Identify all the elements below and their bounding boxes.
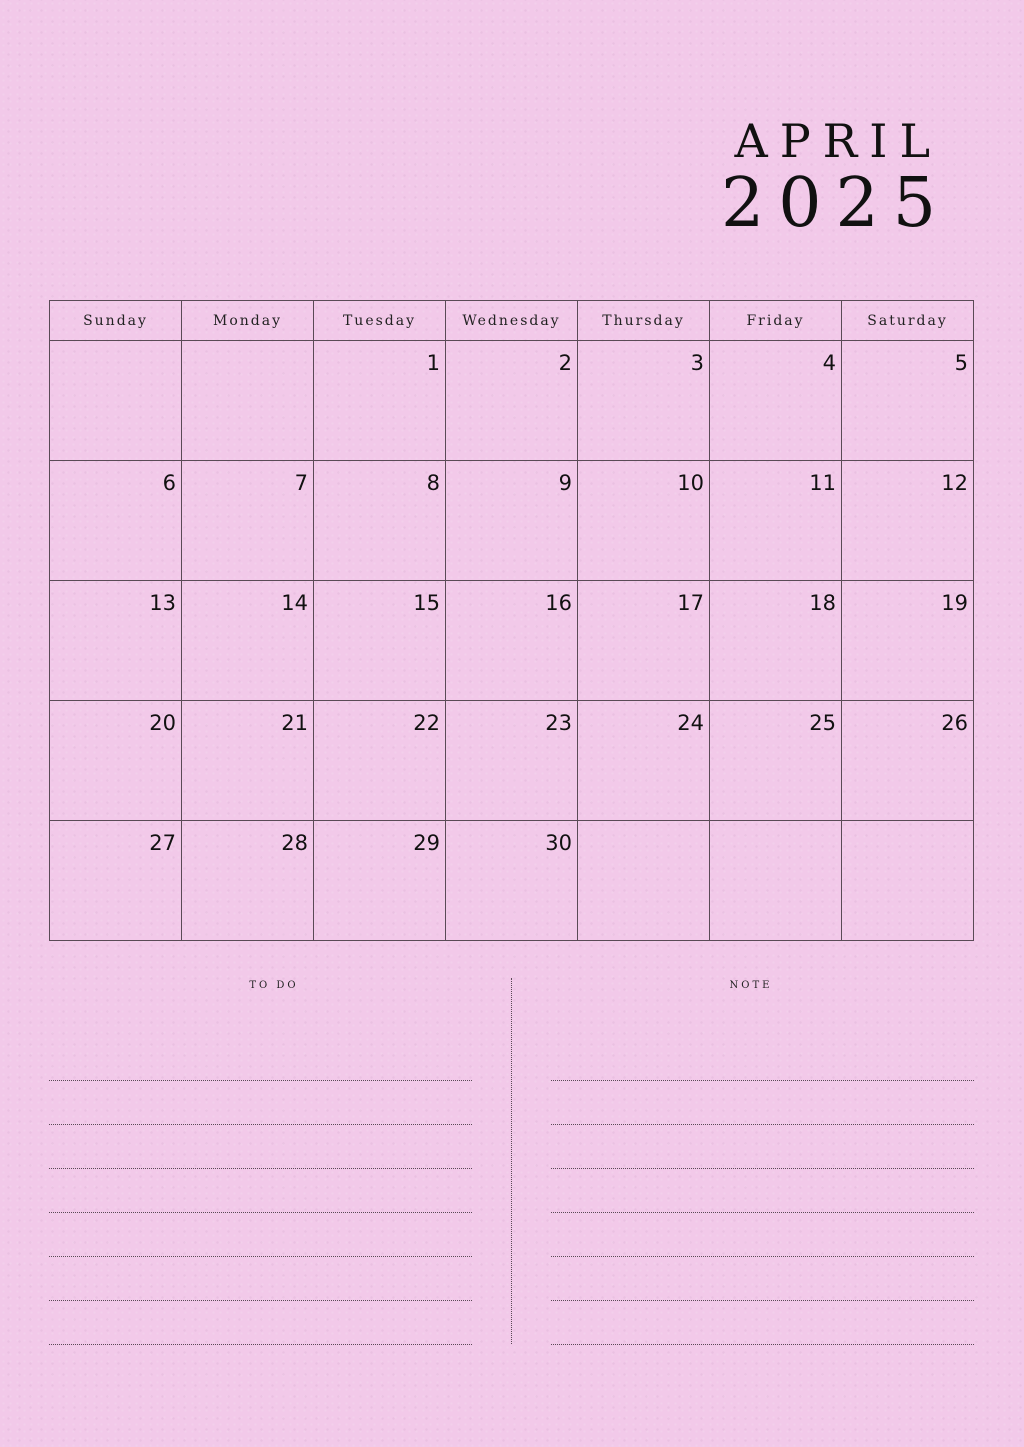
todo-line[interactable] [49, 1124, 472, 1125]
day-cell [446, 341, 578, 461]
weekday-sunday: Sunday [50, 301, 182, 341]
day-number: 19 [941, 591, 968, 615]
note-lines [551, 1080, 974, 1388]
weekday-monday: Monday [182, 301, 314, 341]
day-cell [182, 581, 314, 701]
week-row-3 [50, 581, 974, 701]
day-cell [578, 581, 710, 701]
day-number: 4 [822, 351, 836, 375]
todo-line[interactable] [49, 1080, 472, 1081]
section-divider [511, 978, 512, 1344]
week-row-4 [50, 701, 974, 821]
note-line[interactable] [551, 1300, 974, 1301]
day-number: 6 [162, 471, 176, 495]
day-number: 9 [558, 471, 572, 495]
day-cell [710, 341, 842, 461]
weekday-tuesday: Tuesday [314, 301, 446, 341]
day-number: 12 [941, 471, 968, 495]
day-number: 3 [690, 351, 704, 375]
day-cell [446, 461, 578, 581]
day-number: 8 [426, 471, 440, 495]
weekday-friday: Friday [710, 301, 842, 341]
month-heading: APRIL [734, 114, 942, 168]
day-number: 7 [294, 471, 308, 495]
day-number: 15 [413, 591, 440, 615]
day-cell [182, 821, 314, 941]
note-heading: NOTE [729, 980, 773, 991]
day-cell [710, 701, 842, 821]
todo-line[interactable] [49, 1344, 472, 1345]
note-line[interactable] [551, 1344, 974, 1345]
day-cell [182, 461, 314, 581]
day-cell [842, 701, 974, 821]
day-cell [314, 581, 446, 701]
day-cell [314, 701, 446, 821]
day-cell [842, 461, 974, 581]
day-cell [446, 581, 578, 701]
todo-line[interactable] [49, 1212, 472, 1213]
week-row-1 [50, 341, 974, 461]
day-cell [710, 581, 842, 701]
note-line[interactable] [551, 1256, 974, 1257]
day-cell [710, 821, 842, 941]
day-number: 11 [809, 471, 836, 495]
day-cell [182, 341, 314, 461]
day-number [710, 821, 841, 831]
note-line[interactable] [551, 1212, 974, 1213]
day-number [50, 341, 181, 351]
day-cell [446, 821, 578, 941]
day-cell [578, 701, 710, 821]
day-number: 20 [149, 711, 176, 735]
day-number [182, 341, 313, 351]
weekday-header-row [50, 301, 974, 341]
week-row-5 [50, 821, 974, 941]
day-number: 28 [281, 831, 308, 855]
day-number: 2 [558, 351, 572, 375]
day-cell [710, 461, 842, 581]
day-number: 18 [809, 591, 836, 615]
day-cell [842, 821, 974, 941]
day-number [578, 821, 709, 831]
day-cell [50, 821, 182, 941]
day-number: 22 [413, 711, 440, 735]
weekday-thursday: Thursday [578, 301, 710, 341]
todo-line[interactable] [49, 1300, 472, 1301]
day-number: 10 [677, 471, 704, 495]
day-number: 26 [941, 711, 968, 735]
day-number: 5 [954, 351, 968, 375]
day-number [842, 821, 973, 831]
day-number: 13 [149, 591, 176, 615]
day-cell [578, 341, 710, 461]
todo-lines [49, 1080, 472, 1388]
day-number: 17 [677, 591, 704, 615]
day-cell [314, 821, 446, 941]
weekday-saturday: Saturday [842, 301, 974, 341]
day-cell [50, 701, 182, 821]
day-number: 27 [149, 831, 176, 855]
day-cell [446, 701, 578, 821]
weekday-wednesday: Wednesday [446, 301, 578, 341]
day-cell [50, 581, 182, 701]
day-cell [314, 341, 446, 461]
day-number: 14 [281, 591, 308, 615]
todo-heading: TO DO [249, 980, 299, 991]
week-row-2 [50, 461, 974, 581]
note-line[interactable] [551, 1080, 974, 1081]
day-cell [578, 821, 710, 941]
note-line[interactable] [551, 1124, 974, 1125]
todo-line[interactable] [49, 1168, 472, 1169]
day-cell [182, 701, 314, 821]
todo-line[interactable] [49, 1256, 472, 1257]
calendar-grid [49, 300, 974, 941]
day-cell [50, 341, 182, 461]
year-heading: 2025 [720, 164, 950, 243]
day-cell [842, 581, 974, 701]
day-number: 16 [545, 591, 572, 615]
day-cell [50, 461, 182, 581]
day-number: 23 [545, 711, 572, 735]
calendar-title [720, 114, 950, 243]
day-number: 24 [677, 711, 704, 735]
day-number: 29 [413, 831, 440, 855]
day-cell [842, 341, 974, 461]
day-number: 25 [809, 711, 836, 735]
day-cell [314, 461, 446, 581]
day-cell [578, 461, 710, 581]
day-number: 21 [281, 711, 308, 735]
day-number: 30 [545, 831, 572, 855]
note-line[interactable] [551, 1168, 974, 1169]
day-number: 1 [426, 351, 440, 375]
